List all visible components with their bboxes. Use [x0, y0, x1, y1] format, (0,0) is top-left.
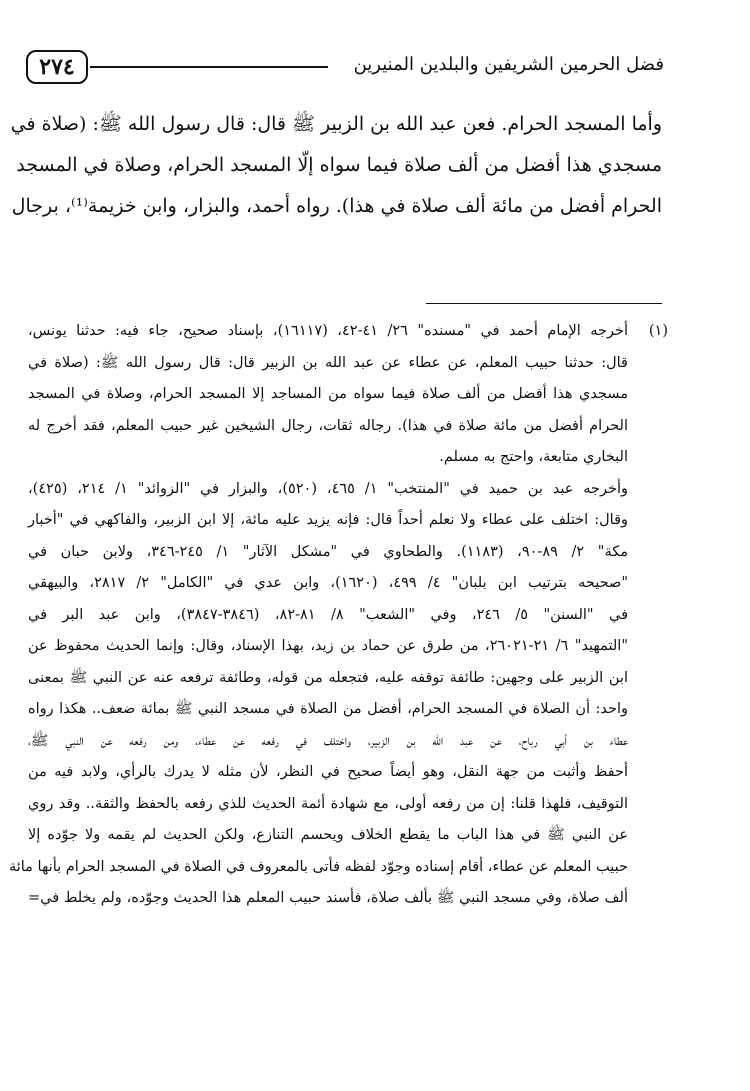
main-text-line: وأما المسجد الحرام. فعن عبد الله بن الزبير ﷺ قال: قال رسول الله ﷺ: (صلاة في: [10, 113, 662, 135]
footnote-line: وقال: اختلف على عطاء ولا نعلم أحداً قال: فإنه يزيد عليه مائة، إلا ابن الزبير، والفاكهي في "أخبار: [28, 512, 628, 528]
page-number: ٢٧٤: [26, 50, 88, 84]
page-header: [26, 50, 664, 90]
footnote-line: قال: حدثنا حبيب المعلم، عن عطاء عن عبد الله بن الزبير قال: قال رسول الله ﷺ: (صلاة في: [28, 354, 628, 371]
footnote-line: في "السنن" ٥/ ٢٤٦، وفي "الشعب" ٨/ ٨١-٨٢، (٣٨٤٦-٣٨٤٧)، وابن عبد البر في: [28, 606, 628, 623]
footnote-line: مسجدي هذا أفضل من ألف صلاة فيما سواه من المساجد إلا المسجد الحرام، وصلاة في المسجد: [28, 386, 628, 402]
footnote-line: حبيب المعلم عن عطاء، أقام إسناده وجوّد لفظه فأتى بالمعروف في الصلاة في المسجد الحرام بأنها مائة: [8, 858, 628, 875]
footnote-line: أخرجه الإمام أحمد في "مسنده" ٢٦/ ٤١-٤٢، (١٦١١٧)، بإسناد صحيح، جاء فيه: حدثنا يونس،: [28, 323, 629, 339]
footnote-separator: [426, 303, 662, 304]
footnote-line: "التمهيد" ٦/ ٢١-٢٦٠٢١، من طرق عن حماد بن زيد، بهذا الإسناد، وقال: وإنما الحديث محفوظ عن: [28, 638, 628, 654]
footnote-first-line: [28, 316, 668, 348]
footnote-line: الحرام أفضل من مائة صلاة في هذا). رجاله ثقات، رجال الشيخين غير حبيب المعلم، فقد أخرج له: [28, 417, 628, 434]
footnote-line: واحد: أن الصلاة في المسجد الحرام، أفضل من الصلاة في مسجد النبي ﷺ بمائة ضعف.. هكذا رواه: [28, 701, 628, 717]
footnotes: [8, 316, 668, 915]
footnote-line: البخاري متابعة، واحتج به مسلم.: [439, 449, 628, 465]
footnote-line: مكة" ٢/ ٨٩-٩٠، (١١٨٣). والطحاوي في "مشكل الآثار" ١/ ٢٤٥-٣٤٦، ولابن حبان في: [28, 543, 628, 560]
footnote-line: ألف صلاة، وفي مسجد النبي ﷺ بألف صلاة، فأسند حبيب المعلم هذا الحديث وجوّده، ولم يخلط في=: [28, 890, 628, 906]
main-text-line: الحرام أفضل من مائة ألف صلاة في هذا). رواه أحمد، والبزار، وابن خزيمة⁽¹⁾، برجال: [11, 195, 662, 217]
footnote-line: "صحيحه بترتيب ابن بلبان" ٤/ ٤٩٩، (١٦٢٠)، وابن عدي في "الكامل" ٢/ ٢٨١٧، والبيهقي: [28, 575, 629, 591]
main-text: [10, 104, 662, 227]
footnote-line: ابن الزبير على وجهين: طائفة توقفه عليه، فتجعله من قوله، وطائفة ترفعه عنه عن النبي ﷺ بمعنى: [28, 669, 628, 686]
footnote-line: أحفظ وأثبت من جهة النقل، وهو أيضاً صحيح في النظر، لأن مثله لا يدرك بالرأي، ولابد فيه من: [28, 764, 628, 780]
footnote-line: عطاء بن أبي رباح، عن عبد الله بن الزبير، واختلف في رفعه عن عطاء، ومن رفعه عن النبي ﷺ،: [28, 732, 628, 749]
footnote-line: عن النبي ﷺ في هذا الباب ما يقطع الخلاف ويحسم التنازع، ولكن الحديث لم يقمه ولا جوّده إلا: [28, 827, 628, 843]
footnote-line: التوقيف، فلهذا قلنا: إن من رفعه أولى، مع شهادة أئمة الحديث للذي رفعه بالحفظ والثقة.. وقد روي: [28, 795, 628, 812]
footnote-marker: (١): [648, 323, 668, 339]
footnote-line: وأخرجه عبد بن حميد في "المنتخب" ١/ ٤٦٥، (٥٢٠)، والبزار في "الزوائد" ١/ ٢١٤، (٤٢٥)،: [28, 480, 628, 497]
main-text-line: مسجدي هذا أفضل من ألف صلاة فيما سواه إلّا المسجد الحرام، وصلاة في المسجد: [16, 154, 662, 176]
running-title: فضل الحرمين الشريفين والبلدين المنيرين: [353, 54, 664, 75]
header-rule: [90, 66, 328, 68]
